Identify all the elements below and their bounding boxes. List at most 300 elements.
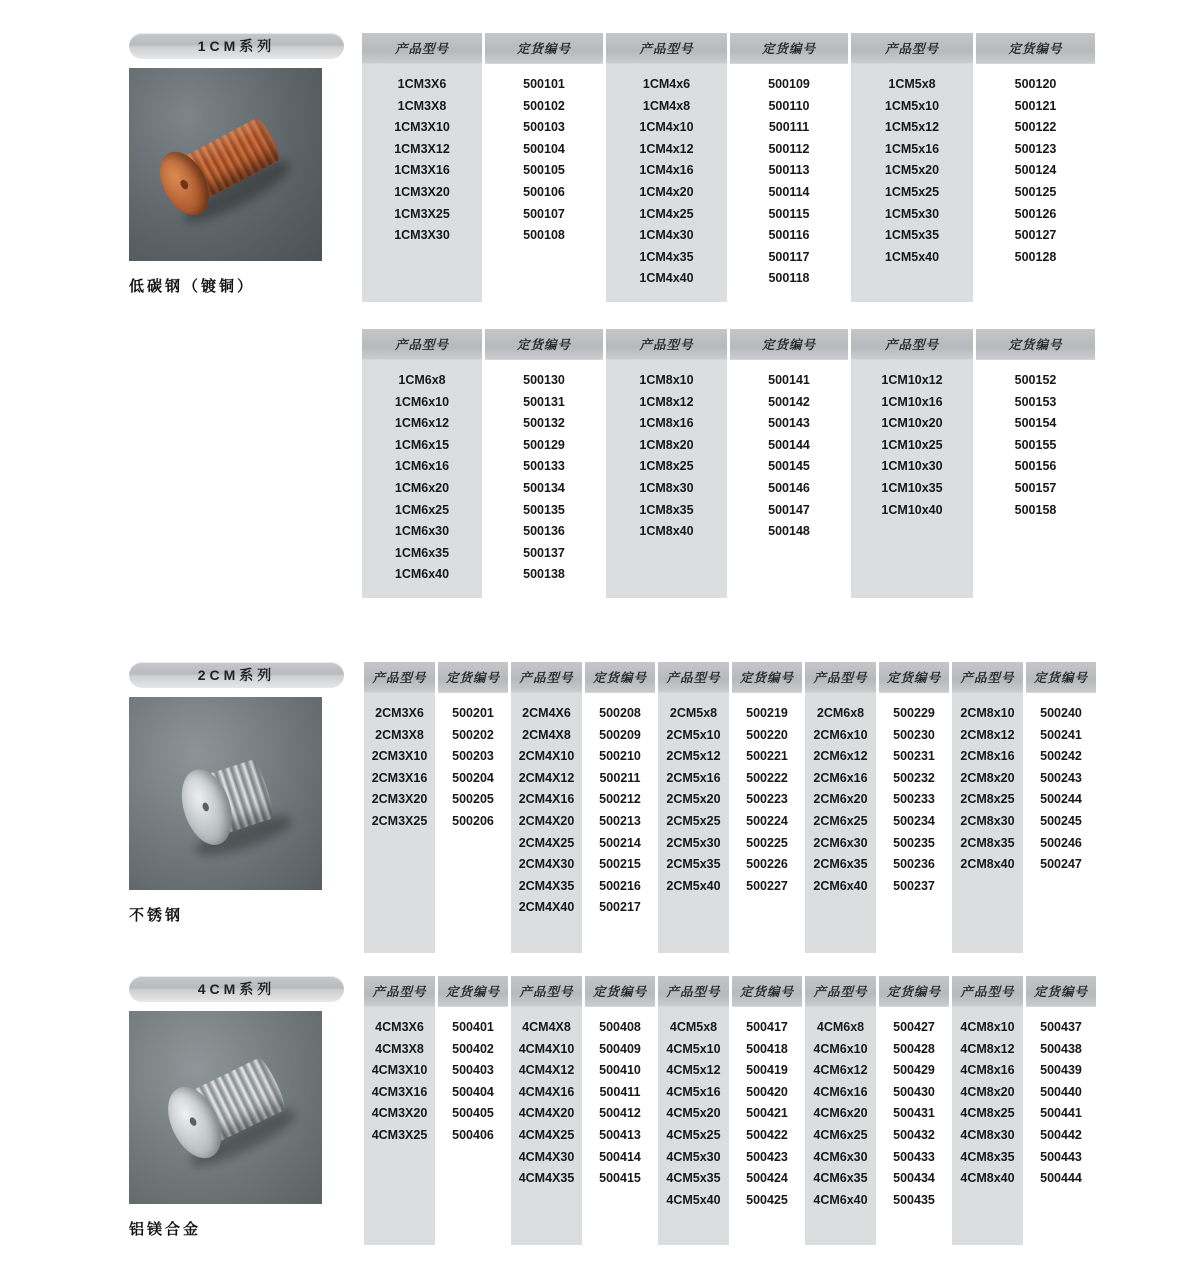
cell-order: 500216 [599,878,641,893]
cell-order: 500146 [768,480,810,495]
cell-model: 1CM6x15 [394,437,450,452]
cell-order: 500439 [1040,1063,1082,1078]
cell-order: 500136 [523,524,565,539]
cell-model: 1CM8x40 [639,524,694,539]
column-order [730,33,848,302]
cell-order: 500211 [599,770,641,785]
cell-order: 500244 [1040,792,1082,807]
cell-order: 500430 [893,1084,935,1099]
cell-order: 500121 [1014,98,1057,113]
cell-model: 4CM5x8 [669,1020,718,1034]
cell-order: 500412 [599,1106,641,1121]
cell-model: 2CM4X25 [518,835,575,850]
cell-model: 4CM6x30 [813,1149,868,1164]
column-model [658,976,729,1245]
column-body [362,64,482,302]
header-order: 定货编号 [732,662,802,693]
cell-model: 4CM3X6 [375,1020,424,1034]
cell-model: 1CM6x25 [394,502,450,517]
aluminum-magnesium-stud-photo [129,1011,322,1204]
cell-order: 500120 [1014,77,1057,91]
cell-order: 500131 [523,394,565,409]
cell-order: 500406 [452,1127,494,1142]
copper-stud-photo [129,68,322,261]
cell-model: 1CM3X8 [397,98,447,113]
header-order: 定货编号 [730,33,848,64]
column-body [606,64,727,302]
column-body [606,360,727,598]
column-body [585,1007,655,1245]
cell-model: 2CM5x8 [669,706,718,720]
cell-order: 500138 [523,567,565,582]
cell-order: 500114 [768,184,810,199]
cell-model: 1CM4x25 [639,206,694,221]
cell-model: 4CM8x12 [960,1041,1015,1056]
column-body [805,693,876,953]
cell-order: 500126 [1014,206,1057,221]
column-body [730,360,848,598]
cell-model: 4CM5x10 [666,1041,721,1056]
cell-model: 1CM6x35 [394,545,450,560]
cell-order: 500424 [746,1171,788,1186]
column-body [879,1007,949,1245]
cell-order: 500142 [768,394,810,409]
cell-order: 500229 [893,706,935,720]
cell-order: 500422 [746,1127,788,1142]
column-body [805,1007,876,1245]
cell-model: 1CM5x40 [884,249,940,264]
cell-order: 500133 [523,459,565,474]
header-order: 定货编号 [585,662,655,693]
cell-model: 1CM10x35 [881,480,943,495]
cell-order: 500137 [523,545,565,560]
column-body [658,1007,729,1245]
column-body [952,1007,1023,1245]
cell-order: 500148 [768,524,810,539]
material-caption-4cm: 铝镁合金 [129,1221,202,1238]
column-body [1026,693,1096,953]
cell-order: 500129 [523,437,565,452]
product-table [364,976,1096,1245]
cell-model: 2CM6x40 [813,878,868,893]
cell-order: 500419 [746,1063,788,1078]
header-order: 定货编号 [730,329,848,360]
column-model [805,662,876,953]
column-body [438,693,508,953]
cell-order: 500437 [1040,1020,1082,1034]
cell-order: 500107 [523,206,565,221]
column-order [438,662,508,953]
column-order [438,976,508,1245]
table-1cm-a [362,33,1095,302]
material-caption-2cm: 不锈钢 [129,907,184,924]
cell-model: 2CM3X8 [375,727,424,742]
header-order: 定货编号 [976,33,1095,64]
header-model: 产品型号 [805,976,876,1007]
section-2cm-left [129,662,344,925]
cell-order: 500409 [599,1041,641,1056]
cell-model: 1CM8x10 [639,373,694,387]
cell-order: 500414 [599,1149,641,1164]
cell-model: 1CM5x8 [888,77,936,91]
cell-order: 500203 [452,749,494,764]
cell-model: 2CM8x25 [960,792,1015,807]
cell-order: 500233 [893,792,935,807]
cell-order: 500245 [1040,813,1082,828]
header-model: 产品型号 [511,976,582,1007]
cell-model: 4CM3X8 [375,1041,424,1056]
cell-model: 2CM8x40 [960,857,1015,872]
cell-model: 2CM4X30 [518,857,575,872]
cell-order: 500210 [599,749,641,764]
cell-model: 1CM5x25 [884,184,940,199]
cell-model: 4CM8x16 [960,1063,1015,1078]
column-body [485,360,603,598]
cell-order: 500440 [1040,1084,1082,1099]
cell-model: 1CM3X6 [397,77,447,91]
cell-model: 4CM8x25 [960,1106,1015,1121]
cell-order: 500443 [1040,1149,1082,1164]
cell-order: 500113 [768,163,810,178]
cell-model: 2CM5x12 [666,749,721,764]
column-body [732,693,802,953]
cell-order: 500425 [746,1192,788,1207]
cell-model: 4CM3X20 [371,1106,428,1121]
cell-model: 1CM8x20 [639,437,694,452]
cell-model: 2CM4X40 [518,900,575,915]
cell-order: 500405 [452,1106,494,1121]
column-body [732,1007,802,1245]
cell-order: 500401 [452,1020,494,1034]
column-order [976,329,1095,598]
header-order: 定货编号 [732,976,802,1007]
cell-order: 500112 [768,141,810,156]
cell-order: 500441 [1040,1106,1082,1121]
cell-order: 500444 [1040,1171,1082,1186]
cell-order: 500104 [523,141,565,156]
cell-model: 2CM5x10 [666,727,721,742]
column-model [851,329,973,598]
cell-model: 2CM5x25 [666,813,721,828]
column-model [952,662,1023,953]
column-order [879,976,949,1245]
cell-model: 2CM4X35 [518,878,575,893]
cell-model: 4CM6x8 [816,1020,865,1034]
cell-model: 1CM8x16 [639,416,694,431]
cell-model: 4CM5x25 [666,1127,721,1142]
column-body [976,64,1095,302]
header-model: 产品型号 [952,662,1023,693]
cell-model: 2CM8x12 [960,727,1015,742]
cell-model: 2CM3X16 [371,770,428,785]
cell-order: 500155 [1014,437,1057,452]
cell-model: 1CM10x16 [881,394,943,409]
cell-model: 1CM3X12 [394,141,450,156]
cell-model: 4CM8x40 [960,1171,1015,1186]
cell-order: 500429 [893,1063,935,1078]
header-order: 定货编号 [438,662,508,693]
cell-model: 1CM5x12 [884,120,940,135]
header-model: 产品型号 [851,329,973,360]
cell-model: 4CM6x35 [813,1171,868,1186]
column-body [511,693,582,953]
column-body [511,1007,582,1245]
header-order: 定货编号 [1026,976,1096,1007]
cell-order: 500431 [893,1106,935,1121]
cell-order: 500434 [893,1171,935,1186]
column-order [879,662,949,953]
cell-order: 500232 [893,770,935,785]
cell-model: 4CM4X10 [518,1041,575,1056]
cell-order: 500219 [746,706,788,720]
cell-model: 4CM4X12 [518,1063,575,1078]
cell-model: 4CM6x40 [813,1192,868,1207]
cell-model: 1CM4x12 [639,141,694,156]
cell-model: 4CM6x10 [813,1041,868,1056]
header-model: 产品型号 [511,662,582,693]
cell-model: 4CM4X30 [518,1149,575,1164]
cell-order: 500118 [768,271,810,286]
cell-model: 1CM4x16 [639,163,694,178]
cell-model: 1CM10x30 [881,459,943,474]
cell-order: 500223 [746,792,788,807]
column-order [976,33,1095,302]
cell-order: 500417 [746,1020,788,1034]
cell-order: 500132 [523,416,565,431]
column-model [851,33,973,302]
cell-order: 500145 [768,459,810,474]
cell-order: 500241 [1040,727,1082,742]
cell-order: 500117 [768,249,810,264]
header-model: 产品型号 [952,976,1023,1007]
cell-order: 500418 [746,1041,788,1056]
cell-order: 500242 [1040,749,1082,764]
cell-model: 4CM3X25 [371,1127,428,1142]
cell-model: 4CM8x30 [960,1127,1015,1142]
cell-order: 500217 [599,900,641,915]
cell-model: 1CM3X16 [394,163,450,178]
section-1cm-left [129,33,344,296]
cell-model: 2CM6x8 [816,706,865,720]
cell-order: 500156 [1014,459,1057,474]
header-model: 产品型号 [658,662,729,693]
cell-order: 500224 [746,813,788,828]
cell-order: 500209 [599,727,641,742]
cell-model: 2CM6x20 [813,792,868,807]
cell-model: 1CM4x8 [642,98,691,113]
cell-order: 500212 [599,792,641,807]
cell-model: 2CM3X20 [371,792,428,807]
cell-order: 500143 [768,416,810,431]
cell-order: 500204 [452,770,494,785]
cell-order: 500214 [599,835,641,850]
cell-model: 1CM4x30 [639,228,694,243]
cell-order: 500421 [746,1106,788,1121]
column-order [485,33,603,302]
cell-model: 4CM8x10 [960,1020,1015,1034]
column-body [730,64,848,302]
cell-model: 4CM4X16 [518,1084,575,1099]
cell-model: 1CM5x10 [884,98,940,113]
product-table [362,33,1095,302]
header-model: 产品型号 [805,662,876,693]
cell-order: 500402 [452,1041,494,1056]
cell-model: 1CM6x40 [394,567,450,582]
header-order: 定货编号 [438,976,508,1007]
header-order: 定货编号 [879,662,949,693]
column-order [1026,662,1096,953]
column-model [805,976,876,1245]
header-model: 产品型号 [364,662,435,693]
cell-order: 500408 [599,1020,641,1034]
cell-model: 2CM5x35 [666,857,721,872]
cell-model: 4CM3X10 [371,1063,428,1078]
cell-order: 500404 [452,1084,494,1099]
cell-order: 500411 [599,1084,641,1099]
cell-order: 500226 [746,857,788,872]
header-order: 定货编号 [1026,662,1096,693]
cell-model: 2CM6x30 [813,835,868,850]
cell-order: 500135 [523,502,565,517]
header-model: 产品型号 [606,329,727,360]
cell-order: 500102 [523,98,565,113]
table-1cm-b [362,329,1095,598]
cell-model: 4CM4X25 [518,1127,575,1142]
cell-model: 1CM5x30 [884,206,940,221]
cell-model: 4CM5x40 [666,1192,721,1207]
column-model [364,976,435,1245]
header-order: 定货编号 [879,976,949,1007]
column-body [364,693,435,953]
cell-order: 500235 [893,835,935,850]
header-order: 定货编号 [976,329,1095,360]
column-order [730,329,848,598]
cell-order: 500427 [893,1020,935,1034]
cell-order: 500103 [523,120,565,135]
header-model: 产品型号 [658,976,729,1007]
cell-order: 500428 [893,1041,935,1056]
cell-order: 500433 [893,1149,935,1164]
cell-order: 500116 [768,228,810,243]
column-body [658,693,729,953]
cell-model: 2CM4X6 [522,706,571,720]
cell-order: 500110 [768,98,810,113]
cell-model: 1CM8x30 [639,480,694,495]
cell-model: 1CM6x8 [398,373,446,387]
column-model [952,976,1023,1245]
cell-model: 1CM4x6 [642,77,691,91]
cell-model: 2CM5x20 [666,792,721,807]
cell-order: 500243 [1040,770,1082,785]
column-body [585,693,655,953]
cell-order: 500221 [746,749,788,764]
cell-model: 2CM4X20 [518,813,575,828]
column-model [511,976,582,1245]
cell-model: 4CM5x35 [666,1171,721,1186]
cell-order: 500106 [523,184,565,199]
cell-model: 2CM4X12 [518,770,575,785]
cell-order: 500423 [746,1149,788,1164]
cell-model: 2CM8x20 [960,770,1015,785]
cell-model: 1CM10x25 [881,437,943,452]
stainless-steel-stud-photo [129,697,322,890]
cell-model: 1CM5x16 [884,141,940,156]
cell-order: 500111 [768,120,810,135]
header-model: 产品型号 [362,329,482,360]
column-body [879,693,949,953]
cell-order: 500141 [768,373,810,387]
cell-model: 2CM8x35 [960,835,1015,850]
cell-order: 500124 [1014,163,1057,178]
cell-order: 500208 [599,706,641,720]
cell-order: 500247 [1040,857,1082,872]
cell-model: 1CM4x10 [639,120,694,135]
header-model: 产品型号 [364,976,435,1007]
column-model [658,662,729,953]
stud-illustration [141,92,300,239]
cell-order: 500127 [1014,228,1057,243]
cell-model: 4CM6x16 [813,1084,868,1099]
column-order [732,662,802,953]
cell-order: 500154 [1014,416,1057,431]
header-order: 定货编号 [585,976,655,1007]
cell-model: 4CM6x25 [813,1127,868,1142]
cell-model: 1CM6x20 [394,480,450,495]
cell-order: 500101 [523,77,565,91]
column-order [585,662,655,953]
cell-order: 500230 [893,727,935,742]
cell-order: 500438 [1040,1041,1082,1056]
header-order: 定货编号 [485,329,603,360]
column-order [732,976,802,1245]
cell-model: 4CM5x20 [666,1106,721,1121]
cell-model: 1CM6x16 [394,459,450,474]
cell-model: 2CM3X25 [371,813,428,828]
cell-model: 1CM3X30 [394,228,450,243]
cell-order: 500134 [523,480,565,495]
cell-order: 500202 [452,727,494,742]
cell-order: 500105 [523,163,565,178]
cell-model: 2CM4X16 [518,792,575,807]
cell-order: 500152 [1014,373,1057,387]
cell-order: 500109 [768,77,810,91]
cell-model: 1CM5x35 [884,228,940,243]
cell-order: 500231 [893,749,935,764]
cell-model: 2CM8x10 [960,706,1015,720]
cell-model: 1CM6x10 [394,394,450,409]
cell-order: 500220 [746,727,788,742]
section-4cm-left [129,976,344,1239]
cell-order: 500415 [599,1171,641,1186]
cell-model: 4CM5x30 [666,1149,721,1164]
cell-order: 500158 [1014,502,1057,517]
cell-order: 500153 [1014,394,1057,409]
cell-order: 500215 [599,857,641,872]
cell-order: 500236 [893,857,935,872]
cell-model: 1CM3X25 [394,206,450,221]
cell-order: 500442 [1040,1127,1082,1142]
cell-model: 1CM5x20 [884,163,940,178]
cell-model: 4CM5x12 [666,1063,721,1078]
column-model [606,329,727,598]
cell-model: 2CM6x25 [813,813,868,828]
cell-model: 2CM3X6 [375,706,424,720]
column-body [438,1007,508,1245]
column-body [362,360,482,598]
cell-order: 500144 [768,437,810,452]
cell-model: 1CM8x25 [639,459,694,474]
cell-order: 500122 [1014,120,1057,135]
